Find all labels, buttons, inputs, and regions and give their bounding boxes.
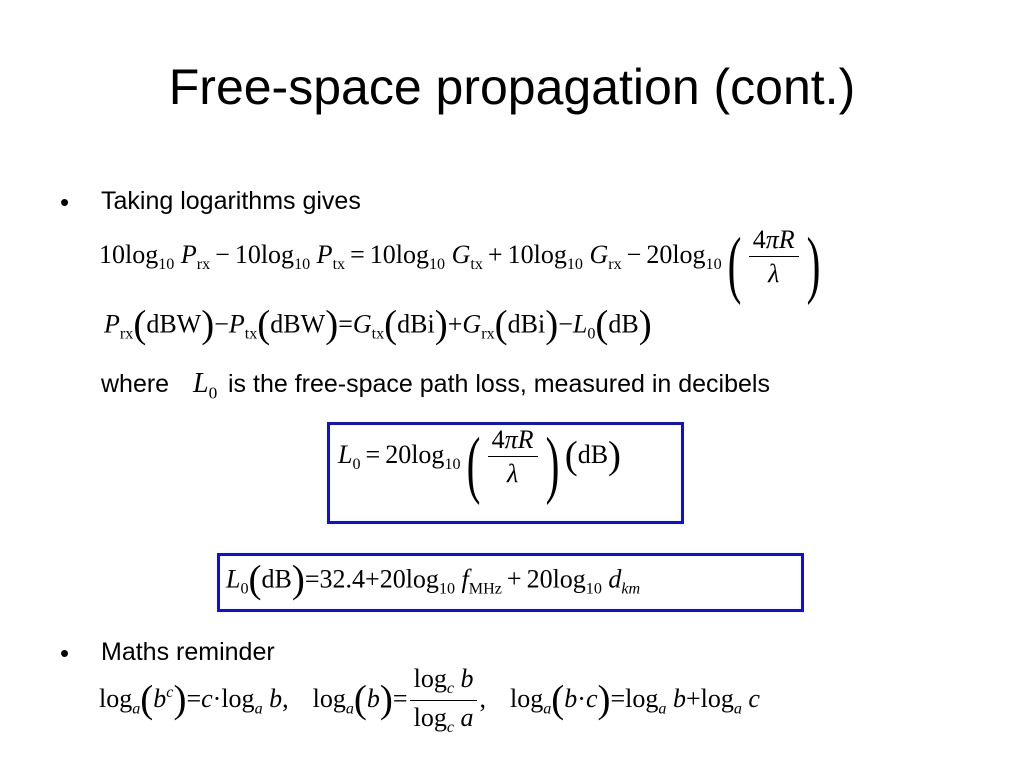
slide-title: Free-space propagation (cont.) — [168, 59, 856, 115]
where-description: is the free-space path loss, measured in decibels — [228, 370, 770, 398]
equation-log-power-balance: $10\log_{10}$ $P_{rx} - 10\log_{10}$ $P_{tx} = 10\log_{10}$ $G_{tx} + 10\log_{10}$ $G_{rx} - 20\log_{10}$( $\frac{4\pi R}{\lambda}$ ) — [99, 222, 821, 306]
equation-dbw-balance: $P_{rx}(dBW)-P_{tx}(dBW)=G_{tx}(dBi)+G_{rx}(dBi)-L_0(dB)$ — [104, 303, 652, 346]
bullet-text-taking-logarithms: Taking logarithms gives — [101, 187, 361, 215]
equation-path-loss: $L_0 = 20\log_{10}$( $\frac{4\pi R}{\lambda}$ ) (dB) — [338, 422, 622, 506]
equation-path-loss-practical: $L_0(dB)=32.4+20\log_{10}$ $f_{MHz} + 20\log_{10}$ $d_{km}$ — [226, 558, 641, 601]
equation-log-identities: $\log_a(b^c)=c\cdot\log_a$ b, $\log_a(b)=$ $\frac{\log_c b}{\log_c a}$ , $\log_a(b\cdot c)=\log_a$ $b+\log_a$ c — [99, 664, 760, 737]
where-text: where — [101, 370, 170, 398]
bullet-dot: • — [60, 187, 70, 217]
bullet-text-maths-reminder: Maths reminder — [101, 638, 275, 666]
symbol-l0: $L_0$ — [193, 368, 218, 403]
bullet-dot: • — [60, 638, 70, 668]
